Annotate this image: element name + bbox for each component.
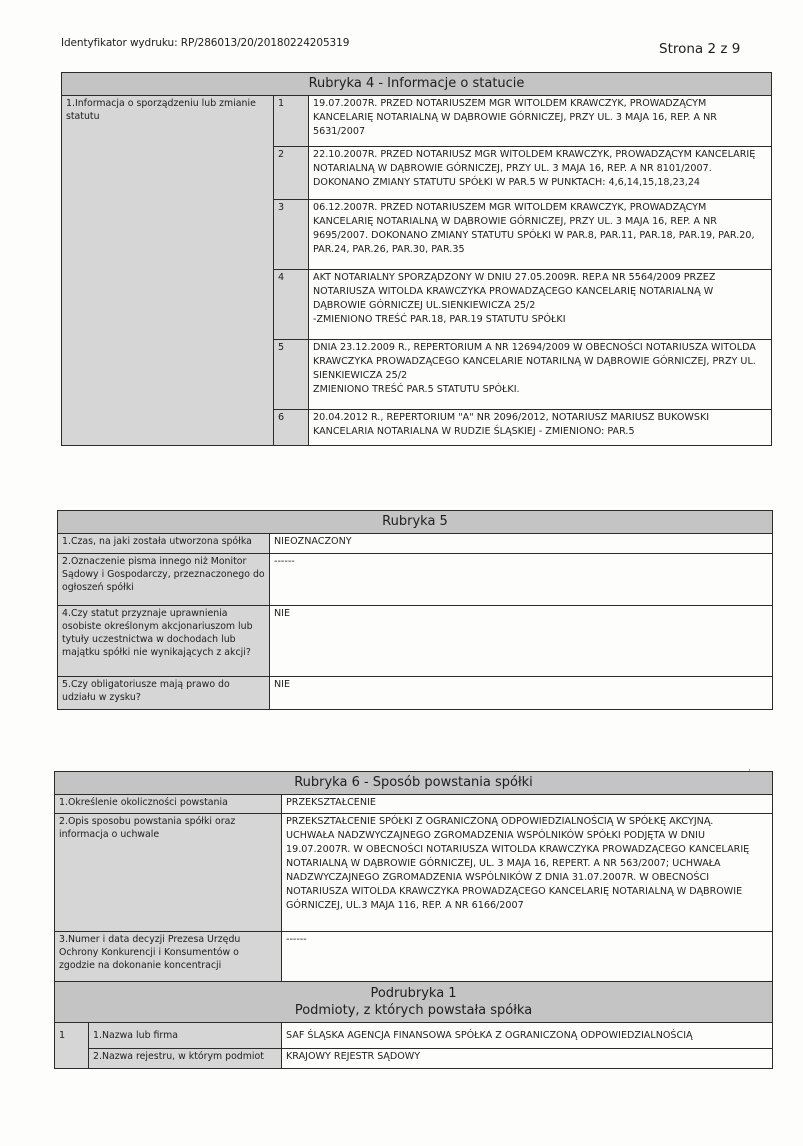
rubryka-5-row xyxy=(58,677,773,710)
printout-identifier: Identyfikator wydruku: RP/286013/20/20180224205319 xyxy=(61,37,350,49)
value-line: PRZEKSZTAŁCENIE SPÓŁKI Z OGRANICZONĄ ODPOWIEDZIALNOŚCIĄ W SPÓŁKĘ AKCYJNĄ. xyxy=(286,816,714,827)
field-label: 1.Czas, na jaki została utworzona spółka xyxy=(58,534,270,554)
rubryka-6-table xyxy=(54,771,773,1069)
entry-line: AKT NOTARIALNY SPORZĄDZONY W DNIU 27.05.2009R. REP.A NR 5564/2009 PRZEZ xyxy=(313,272,716,283)
rubryka-6-title: Rubryka 6 - Sposób powstania spółki xyxy=(55,772,773,795)
entry-line: PAR.24, PAR.26, PAR.30, PAR.35 xyxy=(313,244,465,255)
rubryka-5-row xyxy=(58,534,773,554)
entry-number: 5 xyxy=(274,340,309,410)
entry-line: 9695/2007. DOKONANO ZMIANY STATUTU SPÓŁKI W PAR.8, PAR.11, PAR.18, PAR.19, PAR.20, xyxy=(313,230,755,241)
entry-line: SIENKIEWICZA 25/2 xyxy=(313,370,408,381)
entry-line: KANCELARIA NOTARIALNA W RUDZIE ŚLĄSKIEJ - ZMIENIONO: PAR.5 xyxy=(313,426,635,437)
entry-line: KANCELARIĘ NOTARIALNĄ W DĄBROWIE GÓRNICZEJ, PRZY UL. 3 MAJA 16, REP. A NR xyxy=(313,216,717,227)
entry-line: KANCELARIĘ NOTARIALNĄ W DĄBROWIE GÓRNICZEJ, PRZY UL. 3 MAJA 16, REP. A NR xyxy=(313,112,717,123)
entry-text xyxy=(309,96,772,147)
entry-line: 19.07.2007R. PRZED NOTARIUSZEM MGR WITOLDEM KRAWCZYK, PROWADZĄCYM xyxy=(313,98,707,109)
value-line: ------ xyxy=(286,934,307,945)
rubryka-5-table xyxy=(57,510,773,710)
entry-number: 1 xyxy=(274,96,309,147)
statute-entry-row xyxy=(62,96,772,147)
rubryka-5-title: Rubryka 5 xyxy=(58,511,773,534)
entity-number: 1 xyxy=(55,1023,89,1069)
rubryka-6-row xyxy=(55,795,773,814)
value-line: NADZWYCZAJNEGO ZGROMADZENIA WSPÓLNIKÓW Z DNIA 31.07.2007R. W OBECNOŚCI xyxy=(286,872,710,883)
entry-line: NOTARIALNĄ W DĄBROWIE GÓRNICZEJ, PRZY UL. 3 MAJA 16, REP. A NR 8101/2007. xyxy=(313,163,712,174)
entry-line: NOTARIUSZA WITOLDA KRAWCZYKA PROWADZĄCEGO KANCELARIĘ NOTARIALNĄ W xyxy=(313,286,714,297)
rubryka-5-row xyxy=(58,554,773,606)
entry-line: ZMIENIONO TREŚĆ PAR.5 STATUTU SPÓŁKI. xyxy=(313,384,520,395)
value-line: UCHWAŁA NADZWYCZAJNEGO ZGROMADZENIA WSPÓLNIKÓW SPÓŁKI PODJĘTA W DNIU xyxy=(286,830,706,841)
podrubryka-row xyxy=(55,1049,773,1069)
rubryka-6-row xyxy=(55,814,773,932)
value-line: GÓRNICZEJ, UL.3 MAJA 116, REP. A NR 6166/2007 xyxy=(286,900,524,911)
rubryka-6-row xyxy=(55,932,773,982)
entry-line: DĄBROWIE GÓRNICZEJ UL.SIENKIEWICZA 25/2 xyxy=(313,300,536,311)
entry-text xyxy=(309,410,772,446)
field-label: 4.Czy statut przyznaje uprawnienia osobiste określonym akcjonariuszom lub tytuły uczestnictwa w dochodach lub majątku spółki nie wynikających z akcji? xyxy=(58,606,270,677)
podrubryka-subtitle: Podmioty, z których powstała spółka xyxy=(294,1003,533,1018)
rubryka-5-row xyxy=(58,606,773,677)
rubryka-4-table xyxy=(61,72,772,446)
field-value: NIEOZNACZONY xyxy=(270,534,773,554)
field-value: ------ xyxy=(270,554,773,606)
field-label: 2.Oznaczenie pisma innego niż Monitor Sądowy i Gospodarczy, przeznaczonego do ogłoszeń spółki xyxy=(58,554,270,606)
field-label: 3.Numer i data decyzji Prezesa Urzędu Ochrony Konkurencji i Konsumentów o zgodzie na dokonanie koncentracji xyxy=(55,932,282,982)
entry-line: 22.10.2007R. PRZED NOTARIUSZ MGR WITOLDEM KRAWCZYK, PROWADZĄCYM KANCELARIĘ xyxy=(313,149,756,160)
entry-number: 2 xyxy=(274,147,309,200)
entry-line: 5631/2007 xyxy=(313,126,366,137)
value-line: 19.07.2007R. W OBECNOŚCI NOTARIUSZA WITOLDA KRAWCZYKA PROWADZĄCEGO KANCELARIĘ xyxy=(286,844,750,855)
field-value: NIE xyxy=(270,606,773,677)
field-label: 2.Nazwa rejestru, w którym podmiot xyxy=(89,1049,282,1069)
entry-text xyxy=(309,270,772,340)
field-value: KRAJOWY REJESTR SĄDOWY xyxy=(282,1049,773,1069)
entry-line: KRAWCZYKA PROWADZĄCEGO KANCELARIE NOTARILNĄ W DĄBROWIE GÓRNICZEJ, PRZY UL. xyxy=(313,356,756,367)
page-number: Strona 2 z 9 xyxy=(659,41,741,57)
entry-number: 6 xyxy=(274,410,309,446)
entry-line: 06.12.2007R. PRZED NOTARIUSZEM MGR WITOLDEM KRAWCZYK, PROWADZĄCYM xyxy=(313,202,707,213)
podrubryka-1-title-cell xyxy=(55,982,773,1023)
field-value xyxy=(282,932,773,982)
field-label: 5.Czy obligatoriusze mają prawo do udziału w zysku? xyxy=(58,677,270,710)
entry-text xyxy=(309,147,772,200)
entry-line: DOKONANO ZMIANY STATUTU SPÓŁKI W PAR.5 W PUNKTACH: 4,6,14,15,18,23,24 xyxy=(313,177,701,188)
entry-number: 3 xyxy=(274,200,309,270)
value-line: PRZEKSZTAŁCENIE xyxy=(286,797,376,808)
entry-line: -ZMIENIONO TREŚĆ PAR.18, PAR.19 STATUTU SPÓŁKI xyxy=(313,314,566,325)
field-label: 1.Nazwa lub firma xyxy=(89,1023,282,1049)
field-label: 2.Opis sposobu powstania spółki oraz informacja o uchwale xyxy=(55,814,282,932)
field-label: 1.Określenie okoliczności powstania xyxy=(55,795,282,814)
field-value: NIE xyxy=(270,677,773,710)
entry-number: 4 xyxy=(274,270,309,340)
entry-line: DNIA 23.12.2009 R., REPERTORIUM A NR 12694/2009 W OBECNOŚCI NOTARIUSZA WITOLDA xyxy=(313,342,756,353)
entry-text xyxy=(309,340,772,410)
entry-line: 20.04.2012 R., REPERTORIUM "A" NR 2096/2012, NOTARIUSZ MARIUSZ BUKOWSKI xyxy=(313,412,710,423)
podrubryka-row xyxy=(55,1023,773,1049)
podrubryka-1-header xyxy=(55,982,773,1023)
rubryka-4-title: Rubryka 4 - Informacje o statucie xyxy=(62,73,772,96)
field-value xyxy=(282,795,773,814)
field-value: SAF ŚLĄSKA AGENCJA FINANSOWA SPÓŁKA Z OGRANICZONĄ ODPOWIEDZIALNOŚCIĄ xyxy=(282,1023,773,1049)
statute-info-label: 1.Informacja o sporządzeniu lub zmianie statutu xyxy=(62,96,274,446)
podrubryka-title: Podrubryka 1 xyxy=(370,986,457,1001)
value-line: NOTARIUSZA WITOLDA KRAWCZYKA PROWADZĄCEGO KANCELARIĘ NOTARIALNĄ W DĄBROWIE xyxy=(286,886,743,897)
value-line: NOTARIALNĄ W DĄBROWIE GÓRNICZEJ, UL. 3 MAJA 16, REPERT. A NR 563/2007; UCHWAŁA xyxy=(286,858,721,869)
margin-mark: · xyxy=(748,766,751,776)
field-value xyxy=(282,814,773,932)
entry-text xyxy=(309,200,772,270)
